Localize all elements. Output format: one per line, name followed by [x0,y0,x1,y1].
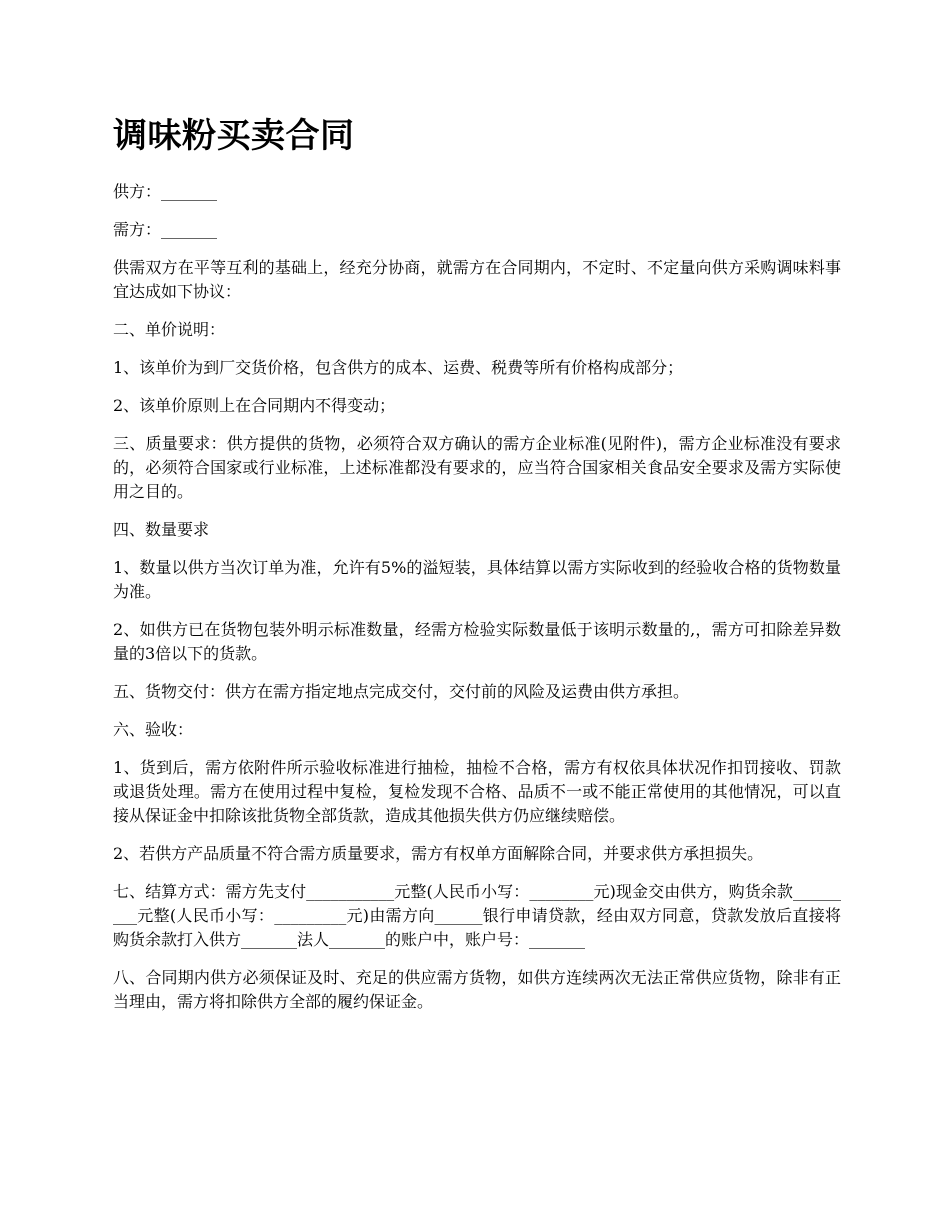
clause-paragraph: 2、如供方已在货物包装外明示标准数量，经需方检验实际数量低于该明示数量的,，需方可扣除差异数量的3倍以下的货款。 [113,620,841,663]
section-heading-acceptance: 六、验收： [113,720,194,739]
section-supply-guarantee: 八、合同期内供方必须保证及时、充足的供应需方货物，如供方连续两次无法正常供应货物，除非有正当理由，需方将扣除供方全部的履约保证金。 [113,968,841,1011]
document-title: 调味粉买卖合同 [113,116,355,156]
preamble-paragraph: 供需双方在平等互利的基础上，经充分协商，就需方在合同期内，不定时、不定量向供方采购调味料事宜达成如下协议： [113,258,841,301]
section-delivery: 五、货物交付：供方在需方指定地点完成交付，交付前的风险及运费由供方承担。 [113,682,690,701]
section-heading-quantity: 四、数量要求 [113,520,210,539]
supplier-line: 供方：_______ [113,182,218,201]
clause-paragraph: 1、货到后，需方依附件所示验收标准进行抽检，抽检不合格，需方有权依具体状况作扣罚接收、罚款或退货处理。需方在使用过程中复检，复检发现不合格、品质不一或不能正常使用的其他情况，可以直接从保证金中扣除该批货物全部货款，造成其他损失供方仍应继续赔偿。 [113,758,841,825]
document-body [113,180,841,1028]
section-settlement: 七、结算方式：需方先支付___________元整(人民币小写：________元)现金交由供方，购货余款_________元整(人民币小写：_________元)由需方向______银行申请贷款，经由双方同意，贷款发放后直接将购货余款打入供方_______法人_______的账户中，账户号：_______ [113,882,841,949]
buyer-line: 需方：_______ [113,220,218,239]
section-quality-requirements: 三、质量要求：供方提供的货物，必须符合双方确认的需方企业标准(见附件)，需方企业标准没有要求的，必须符合国家或行业标准，上述标准都没有要求的，应当符合国家相关食品安全要求及需方实际使用之目的。 [113,434,841,501]
section-heading-unit-price: 二、单价说明： [113,320,226,339]
clause-paragraph: 1、数量以供方当次订单为准，允许有5%的溢短装，具体结算以需方实际收到的经验收合格的货物数量为准。 [113,558,841,601]
clause-paragraph: 2、该单价原则上在合同期内不得变动； [113,396,396,415]
clause-paragraph: 1、该单价为到厂交货价格，包含供方的成本、运费、税费等所有价格构成部分； [113,358,684,377]
clause-paragraph: 2、若供方产品质量不符合需方质量要求，需方有权单方面解除合同，并要求供方承担损失。 [113,844,764,863]
